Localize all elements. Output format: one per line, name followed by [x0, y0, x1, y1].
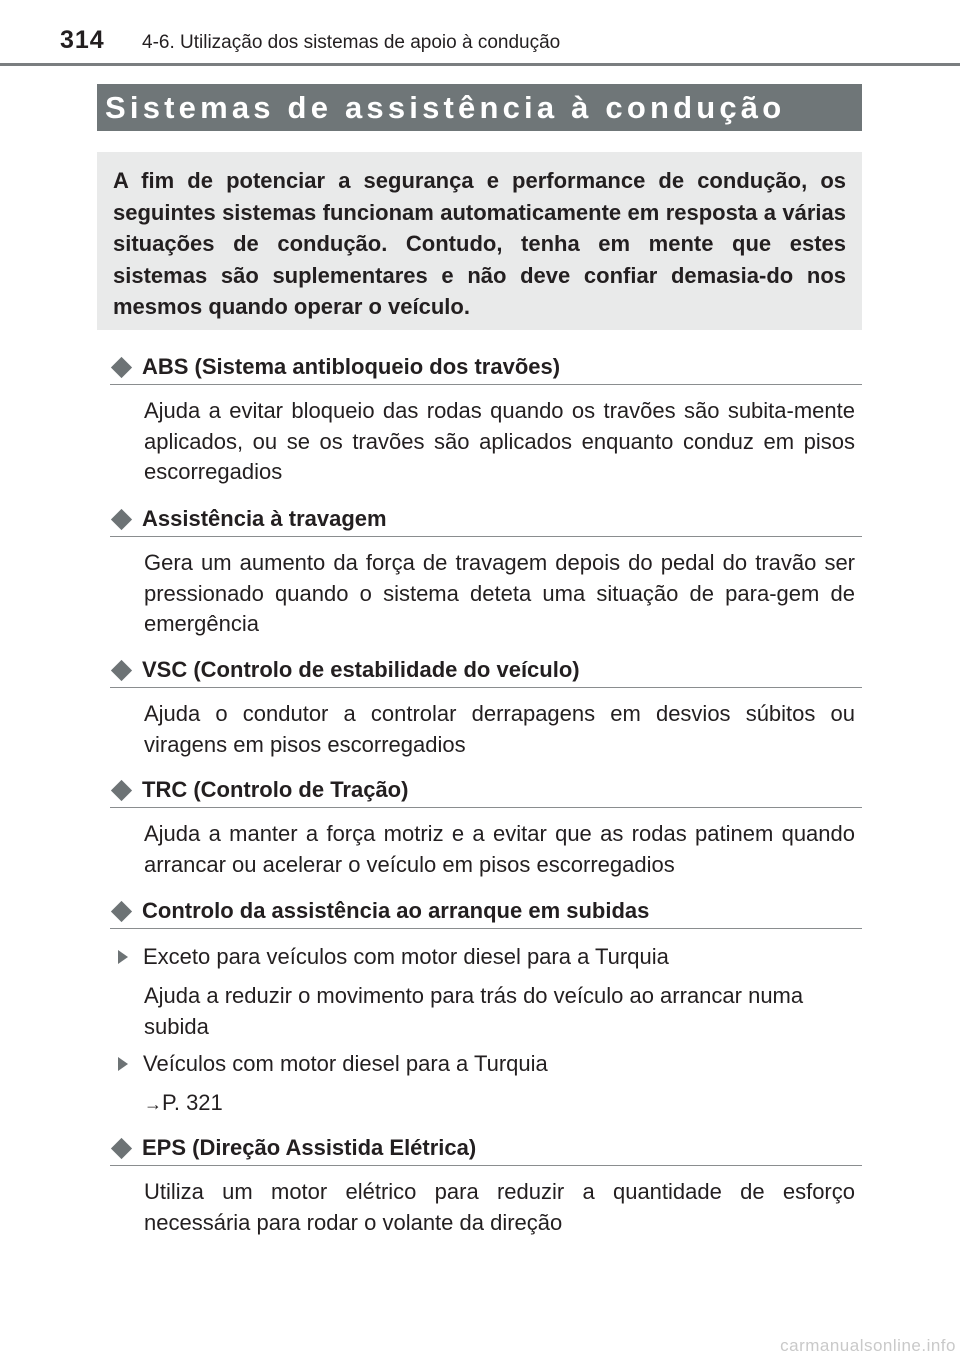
- diamond-bullet-icon: [111, 779, 132, 800]
- section-abs: [110, 350, 862, 488]
- header-divider: [0, 63, 960, 66]
- diamond-bullet-icon: [111, 1137, 132, 1158]
- arrow-right-icon: →: [144, 1094, 162, 1114]
- watermark: carmanualsonline.info: [780, 1336, 956, 1355]
- sub-item-label: Exceto para veículos com motor diesel para a Turquia: [143, 944, 669, 969]
- section-eps: [110, 1131, 862, 1238]
- section-heading-text: Controlo da assistência ao arranque em subidas: [142, 898, 650, 923]
- running-header: 4-6. Utilização dos sistemas de apoio à condução: [142, 32, 561, 53]
- sub-item: [118, 1049, 548, 1079]
- section-body: Ajuda a evitar bloqueio das rodas quando os travões são subita-mente aplicados, ou se os travões são aplicados enquanto conduz em pisos escorregadios: [144, 398, 855, 484]
- triangle-bullet-icon: [118, 1057, 128, 1071]
- section-heading: [110, 773, 862, 808]
- page-reference[interactable]: [144, 1088, 855, 1120]
- section-vsc: [110, 653, 862, 760]
- section-heading: [110, 1131, 862, 1166]
- section-heading-text: Assistência à travagem: [142, 506, 387, 531]
- section-heading: [110, 350, 862, 385]
- section-trc: [110, 773, 862, 880]
- section-brake-assist: [110, 502, 862, 640]
- diamond-bullet-icon: [111, 508, 132, 529]
- section-body: Gera um aumento da força de travagem depois do pedal do travão ser pressionado quando o sistema deteta uma situação de para-gem de emergência: [144, 550, 855, 636]
- section-heading-text: EPS (Direção Assistida Elétrica): [142, 1135, 477, 1160]
- diamond-bullet-icon: [111, 356, 132, 377]
- diamond-bullet-icon: [111, 659, 132, 680]
- triangle-bullet-icon: [118, 950, 128, 964]
- section-hill-start-assist: [110, 894, 862, 929]
- section-heading-text: VSC (Controlo de estabilidade do veículo): [142, 657, 580, 682]
- section-heading: [110, 894, 862, 929]
- section-body: Ajuda o condutor a controlar derrapagens em desvios súbitos ou viragens em pisos escorregadios: [144, 701, 855, 757]
- sub-item: [118, 942, 669, 972]
- sub-item-label: Veículos com motor diesel para a Turquia: [143, 1051, 548, 1076]
- section-heading: [110, 653, 862, 688]
- section-body: Ajuda a manter a força motriz e a evitar que as rodas patinem quando arrancar ou acelerar o veículo em pisos escorregadios: [144, 821, 855, 877]
- sub-item-body: Ajuda a reduzir o movimento para trás do veículo ao arrancar numa subida: [144, 983, 804, 1039]
- intro-paragraph: A fim de potenciar a segurança e performance de condução, os seguintes sistemas funcionam automaticamente em resposta a várias situações de condução. Contudo, tenha em mente que estes sistemas são suplementares e não deve confiar demasia-do nos mesmos quando operar o veículo.: [97, 152, 862, 330]
- section-heading-text: TRC (Controlo de Tração): [142, 777, 409, 802]
- section-heading-text: ABS (Sistema antibloqueio dos travões): [142, 354, 561, 379]
- section-heading: [110, 502, 862, 537]
- section-title: Sistemas de assistência à condução: [97, 84, 862, 131]
- page-reference-text[interactable]: P. 321: [162, 1090, 223, 1115]
- section-body: Utiliza um motor elétrico para reduzir a quantidade de esforço necessária para rodar o volante da direção: [144, 1179, 855, 1235]
- diamond-bullet-icon: [111, 900, 132, 921]
- page-number: 314: [60, 26, 105, 54]
